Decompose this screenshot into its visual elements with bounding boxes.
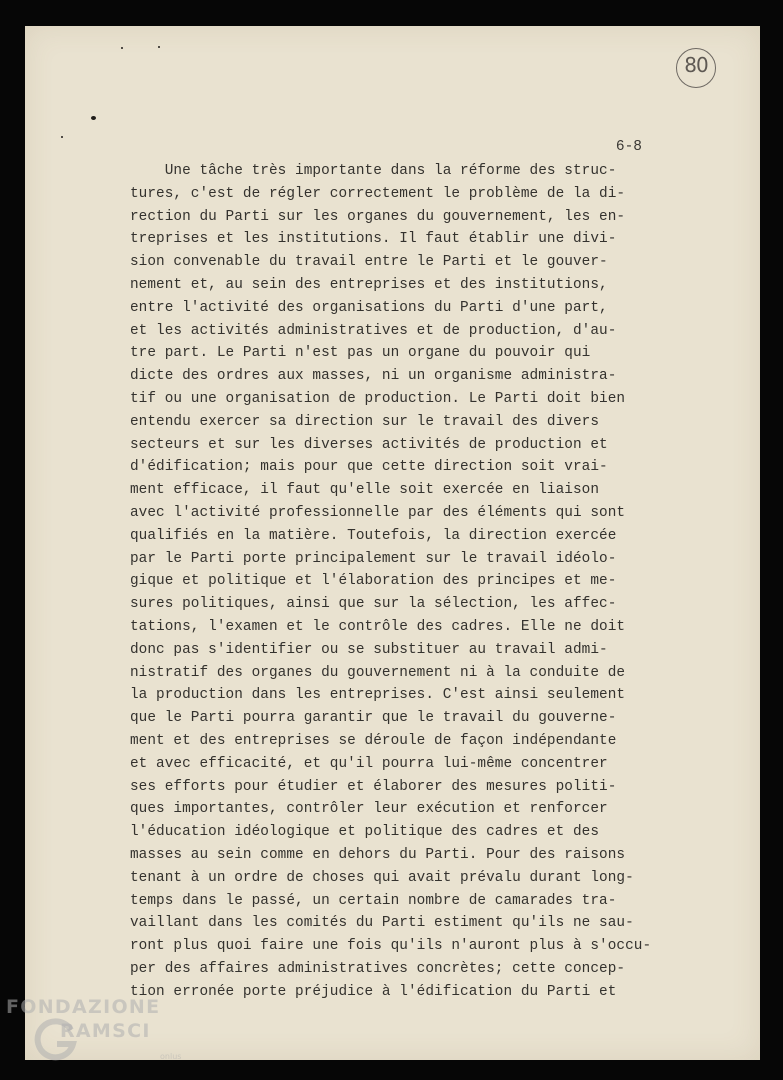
- paper-speck: [61, 136, 63, 138]
- typed-body-text: [130, 160, 690, 1003]
- text-line: tion erronée porte préjudice à l'édification du Parti et: [130, 983, 617, 1000]
- text-line: par le Parti porte principalement sur le travail idéolo-: [130, 550, 617, 567]
- text-line: sion convenable du travail entre le Parti et le gouver-: [130, 254, 608, 271]
- text-line: temps dans le passé, un certain nombre de camarades tra-: [130, 892, 617, 909]
- text-line: nement et, au sein des entreprises et des institutions,: [130, 276, 608, 293]
- text-line: donc pas s'identifier ou se substituer au travail admi-: [130, 641, 608, 658]
- text-line: nistratif des organes du gouvernement ni à la conduite de: [130, 664, 626, 681]
- document-page: [25, 26, 760, 1060]
- text-line: rection du Parti sur les organes du gouvernement, les en-: [130, 208, 626, 225]
- text-line: entendu exercer sa direction sur le travail des divers: [130, 413, 600, 430]
- text-line: ses efforts pour étudier et élaborer des mesures politi-: [130, 778, 617, 795]
- text-line: d'édification; mais pour que cette direction soit vrai-: [130, 459, 608, 476]
- paper-speck: [158, 46, 160, 48]
- text-line: sures politiques, ainsi que sur la sélection, les affec-: [130, 596, 617, 613]
- text-line: ment et des entreprises se déroule de façon indépendante: [130, 732, 617, 749]
- text-line: ques importantes, contrôler leur exécution et renforcer: [130, 801, 608, 818]
- text-line: tenant à un ordre de choses qui avait prévalu durant long-: [130, 869, 634, 886]
- text-line: entre l'activité des organisations du Parti d'une part,: [130, 299, 608, 316]
- watermark-line1: FONDAZIONE: [6, 996, 161, 1018]
- page-number: 6-8: [615, 139, 642, 155]
- text-line: avec l'activité professionnelle par des éléments qui sont: [130, 504, 626, 521]
- text-line: tations, l'examen et le contrôle des cadres. Elle ne doit: [130, 618, 626, 635]
- text-line: que le Parti pourra garantir que le travail du gouverne-: [130, 710, 617, 727]
- text-line: ment efficace, il faut qu'elle soit exercée en liaison: [130, 482, 600, 499]
- text-line: ront plus quoi faire une fois qu'ils n'auront plus à s'occu-: [130, 938, 652, 955]
- text-line: per des affaires administratives concrètes; cette concep-: [130, 960, 626, 977]
- text-line: gique et politique et l'élaboration des principes et me-: [130, 573, 617, 590]
- paper-speck: [121, 47, 123, 49]
- text-line: secteurs et sur les diverses activités de production et: [130, 436, 608, 453]
- text-line: et les activités administratives et de production, d'au-: [130, 322, 617, 339]
- text-line: masses au sein comme en dehors du Parti. Pour des raisons: [130, 846, 626, 863]
- text-line: l'éducation idéologique et politique des cadres et des: [130, 824, 600, 841]
- watermark-suffix: onlus: [160, 1052, 182, 1061]
- archive-number: 80: [684, 53, 708, 77]
- paper-speck: [91, 116, 96, 120]
- text-line: et avec efficacité, et qu'il pourra lui-même concentrer: [130, 755, 608, 772]
- watermark-line2: RAMSCI: [60, 1020, 151, 1042]
- text-line: vaillant dans les comités du Parti estiment qu'ils ne sau-: [130, 915, 634, 932]
- text-line: tures, c'est de régler correctement le problème de la di-: [130, 185, 626, 202]
- text-line: dicte des ordres aux masses, ni un organisme administra-: [130, 368, 617, 385]
- text-line: qualifiés en la matière. Toutefois, la direction exercée: [130, 527, 617, 544]
- text-line: tif ou une organisation de production. Le Parti doit bien: [130, 390, 626, 407]
- text-line: treprises et les institutions. Il faut établir une divi-: [130, 231, 617, 248]
- text-line: Une tâche très importante dans la réforme des struc-: [130, 163, 617, 179]
- text-line: la production dans les entreprises. C'est ainsi seulement: [130, 687, 626, 704]
- text-line: tre part. Le Parti n'est pas un organe du pouvoir qui: [130, 345, 591, 362]
